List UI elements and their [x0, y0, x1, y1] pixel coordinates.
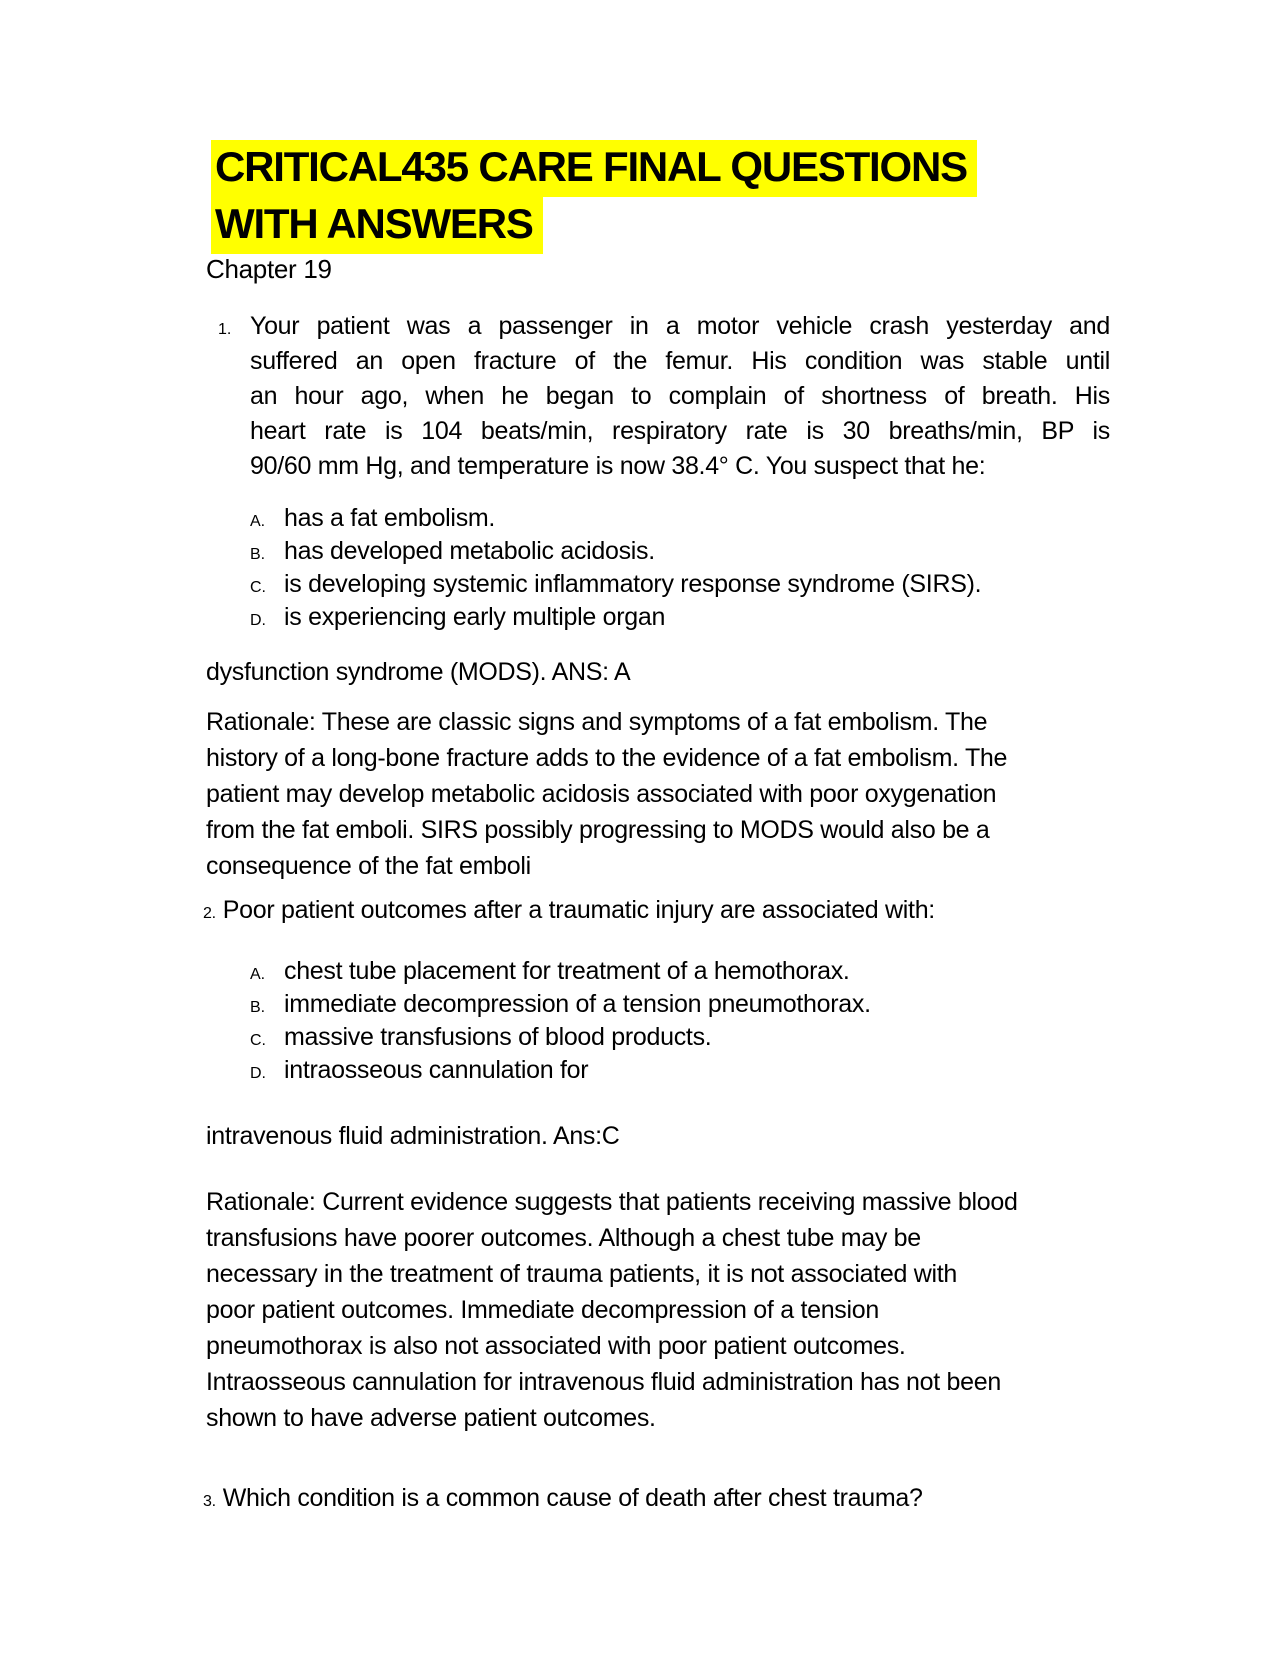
question-2-rationale: Rationale: Current evidence suggests that patients receiving massive blood transfusions have poorer outcomes. Although a chest tube may be necessary in the treatment of trauma patients, it is not associated with poor patient outcomes. Immediate decompression of a tension pneumothorax is also not associated with poor patient outcomes. Intraosseous cannulation for intravenous fluid administration has not been shown to have adverse patient outcomes. [206, 1188, 1018, 1432]
question-1-option-d [250, 601, 981, 634]
title-line-1 [211, 140, 977, 197]
option-c-text: is developing systemic inflammatory response syndrome (SIRS). [284, 570, 982, 598]
option-d-text: intraosseous cannulation for [284, 1056, 589, 1084]
question-1-text: Your patient was a passenger in a motor vehicle crash yesterday and suffered an open fracture of the femur. His condition was stable until an hour ago, when he began to complain of shortness of breath. His heart rate is 104 beats/min, respiratory rate is 30 breaths/min, BP is 90/60 mm Hg, and temperature is now 38.4° C. You suspect that he: [250, 312, 1110, 480]
option-d-label: D. [250, 1065, 266, 1082]
question-1-options [250, 502, 981, 634]
title-line-2 [211, 197, 977, 254]
question-1-number: 1. [218, 321, 232, 338]
option-a-label: A. [250, 513, 266, 530]
option-b-label: B. [250, 546, 266, 563]
question-3-number: 3. [203, 1493, 216, 1510]
question-1-continuation-answer: dysfunction syndrome (MODS). ANS: A [206, 658, 631, 686]
question-2-option-b [250, 988, 871, 1021]
question-2-continuation-answer: intravenous fluid administration. Ans:C [206, 1122, 620, 1150]
question-3-text: Which condition is a common cause of death after chest trauma? [222, 1484, 923, 1512]
document-title [211, 140, 977, 254]
option-b-text: has developed metabolic acidosis. [284, 537, 655, 565]
option-d-label: D. [250, 612, 266, 629]
option-a-label: A. [250, 966, 266, 983]
question-2-option-c [250, 1021, 871, 1054]
question-2 [203, 896, 935, 925]
title-highlight-line-1: CRITICAL435 CARE FINAL QUESTIONS [211, 140, 977, 197]
question-3 [203, 1484, 923, 1513]
option-b-text: immediate decompression of a tension pneumothorax. [284, 990, 871, 1018]
chapter-heading: Chapter 19 [206, 254, 332, 284]
option-c-text: massive transfusions of blood products. [284, 1023, 712, 1051]
question-1-rationale: Rationale: These are classic signs and symptoms of a fat embolism. The history of a long-bone fracture adds to the evidence of a fat embolism. The patient may develop metabolic acidosis associated with poor oxygenation from the fat emboli. SIRS possibly progressing to MODS would also be a consequence of the fat emboli [206, 708, 1008, 880]
question-1-option-a [250, 502, 981, 535]
title-highlight-line-2: WITH ANSWERS [211, 197, 543, 254]
question-1 [218, 309, 1110, 484]
question-2-option-a [250, 955, 871, 988]
question-2-options [250, 955, 871, 1087]
question-2-number: 2. [203, 905, 216, 922]
question-1-option-c [250, 568, 981, 601]
option-d-text: is experiencing early multiple organ [284, 603, 666, 631]
option-a-text: chest tube placement for treatment of a hemothorax. [284, 957, 850, 985]
option-c-label: C. [250, 1032, 266, 1049]
question-2-text: Poor patient outcomes after a traumatic injury are associated with: [222, 896, 935, 924]
question-2-option-d [250, 1054, 871, 1087]
option-c-label: C. [250, 579, 266, 596]
question-1-option-b [250, 535, 981, 568]
option-b-label: B. [250, 999, 266, 1016]
option-a-text: has a fat embolism. [284, 504, 496, 532]
